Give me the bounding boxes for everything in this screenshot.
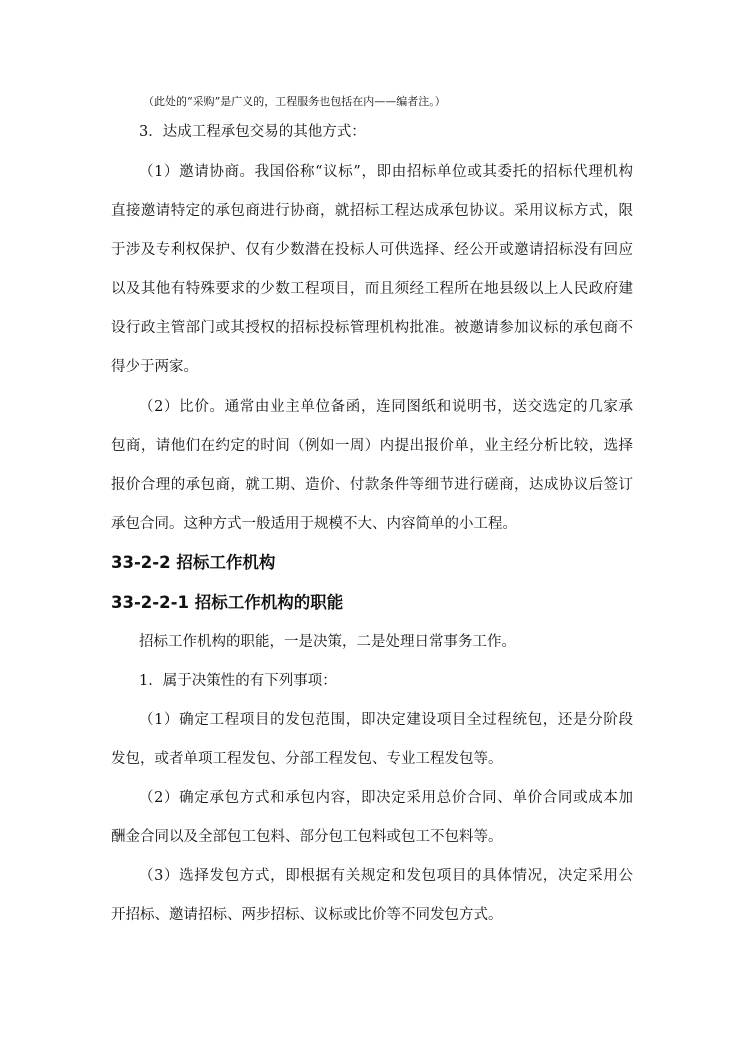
decision-list-title: 1．属于决策性的有下列事项： [139, 673, 337, 689]
section-3-title: 3．达成工程承包交易的其他方式： [139, 124, 366, 140]
section-heading: 33-2-2 招标工作机构 [111, 553, 276, 572]
paragraph-line: 以及其他有特殊要求的少数工程项目，而且须经工程所在地县级以上人民政府建 [111, 281, 633, 297]
paragraph-line: 直接邀请特定的承包商进行协商，就招标工程达成承包协议。采用议标方式，限 [111, 203, 633, 219]
paragraph-line: 承包合同。这种方式一般适用于规模不大、内容简单的小工程。 [111, 516, 517, 532]
paragraph-line: （2）确定承包方式和承包内容，即决定采用总价合同、单价合同或成本加 [139, 790, 633, 806]
intro-paragraph: 招标工作机构的职能，一是决策，二是处理日常事务工作。 [139, 634, 516, 650]
editor-note: （此处的“采购”是广义的，工程服务也包括在内——编者注。） [143, 95, 446, 108]
paragraph-line: 发包，或者单项工程发包、分部工程发包、专业工程发包等。 [111, 751, 503, 767]
paragraph-line: （1）确定工程项目的发包范围，即决定建设项目全过程统包，还是分阶段 [139, 712, 633, 728]
paragraph-line: 于涉及专利权保护、仅有少数潜在投标人可供选择、经公开或邀请招标没有回应 [111, 242, 633, 258]
paragraph-line: 设行政主管部门或其授权的招标投标管理机构批准。被邀请参加议标的承包商不 [111, 320, 633, 336]
subsection-heading: 33-2-2-1 招标工作机构的职能 [111, 593, 344, 612]
paragraph-line: 报价合理的承包商，就工期、造价、付款条件等细节进行磋商，达成协议后签订 [111, 477, 633, 493]
paragraph-line: （3）选择发包方式，即根据有关规定和发包项目的具体情况，决定采用公 [139, 868, 633, 884]
paragraph-line: 包商，请他们在约定的时间（例如一周）内提出报价单，业主经分析比较，选择 [111, 438, 633, 454]
paragraph-line: 开招标、邀请招标、两步招标、议标或比价等不同发包方式。 [111, 907, 503, 923]
paragraph-line: 酬金合同以及全部包工包料、部分包工包料或包工不包料等。 [111, 829, 503, 845]
paragraph-line: （2）比价。通常由业主单位备函，连同图纸和说明书，送交选定的几家承 [139, 399, 633, 415]
paragraph-line: （1）邀请协商。我国俗称“议标”，即由招标单位或其委托的招标代理机构 [139, 164, 633, 180]
paragraph-line: 得少于两家。 [111, 359, 198, 375]
